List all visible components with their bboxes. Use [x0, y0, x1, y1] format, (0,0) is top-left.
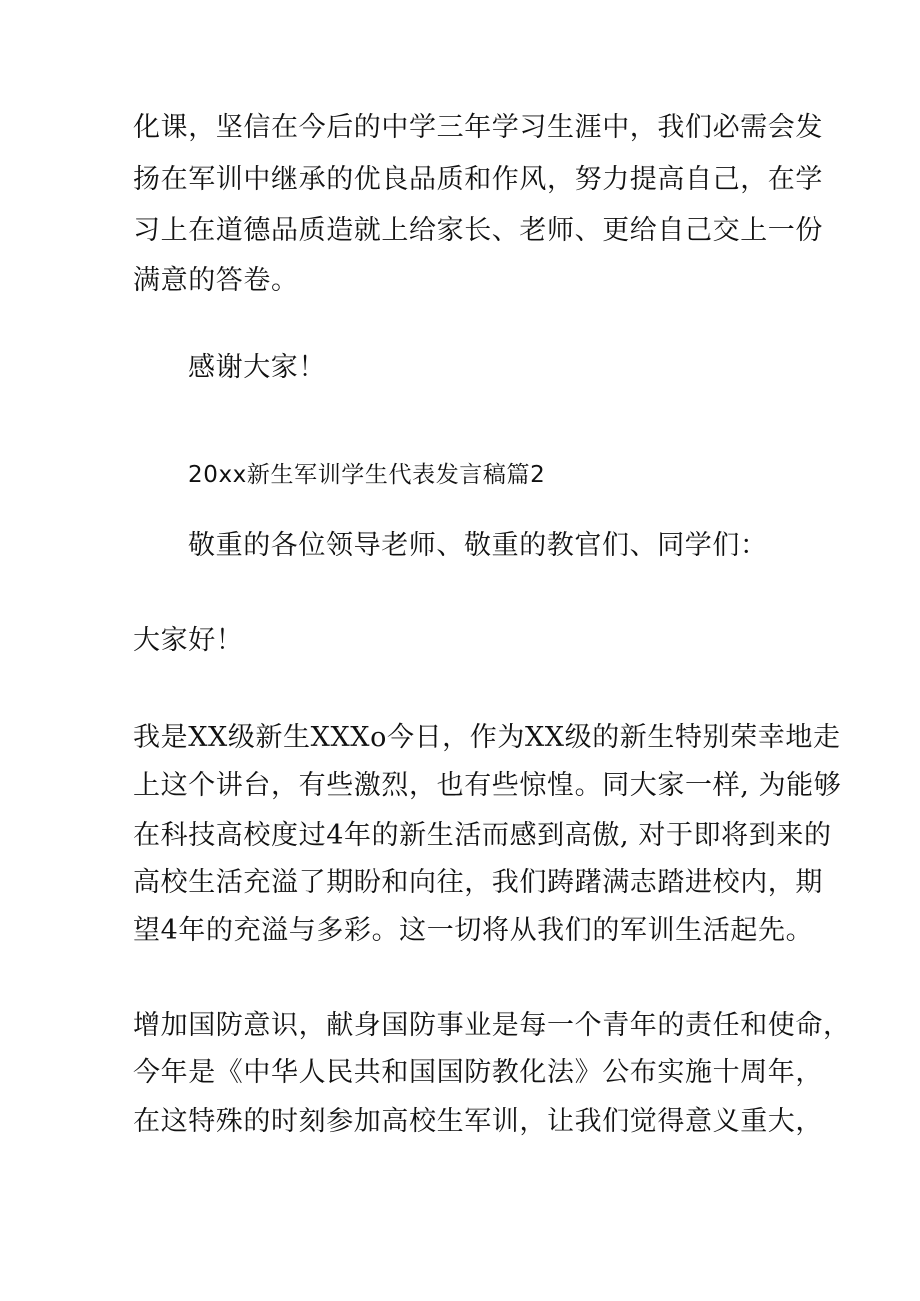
paragraph-line: 今年是《中华人民共和国国防教化法》公布实施十周年，: [133, 1057, 823, 1088]
paragraph-line: 上这个讲台，有些激烈，也有些惊惶。同大家一样, 为能够: [133, 770, 842, 801]
paragraph-line: 高校生活充溢了期盼和向往，我们踌躇满志踏进校内，期: [133, 867, 823, 898]
salutation: 敬重的各位领导老师、敬重的教官们、同学们：: [188, 530, 768, 561]
paragraph-line: 在这特殊的时刻参加高校生军训，让我们觉得意义重大，: [133, 1106, 823, 1137]
paragraph-line: 望4年的充溢与多彩。这一切将从我们的军训生活起先。: [133, 915, 814, 946]
paragraph-line: 增加国防意识，献身国防事业是每一个青年的责任和使命，: [133, 1010, 851, 1041]
paragraph-line: 满意的答卷。: [133, 265, 299, 296]
paragraph-line: 我是XX级新生XXXo今日，作为XX级的新生特别荣幸地走: [133, 722, 841, 753]
paragraph-line: 习上在道德品质造就上给家长、老师、更给自己交上一份: [133, 215, 823, 246]
paragraph-line: 扬在军训中继承的优良品质和作风，努力提高自己，在学: [133, 164, 823, 195]
greeting: 大家好！: [133, 625, 244, 656]
paragraph-line: 在科技高校度过4年的新生活而感到高傲, 对于即将到来的: [133, 820, 832, 851]
paragraph-line: 化课，坚信在今后的中学三年学习生涯中，我们必需会发: [133, 112, 823, 143]
thanks-text: 感谢大家！: [188, 352, 326, 383]
section-heading: 20xx新生军训学生代表发言稿篇2: [188, 462, 546, 488]
